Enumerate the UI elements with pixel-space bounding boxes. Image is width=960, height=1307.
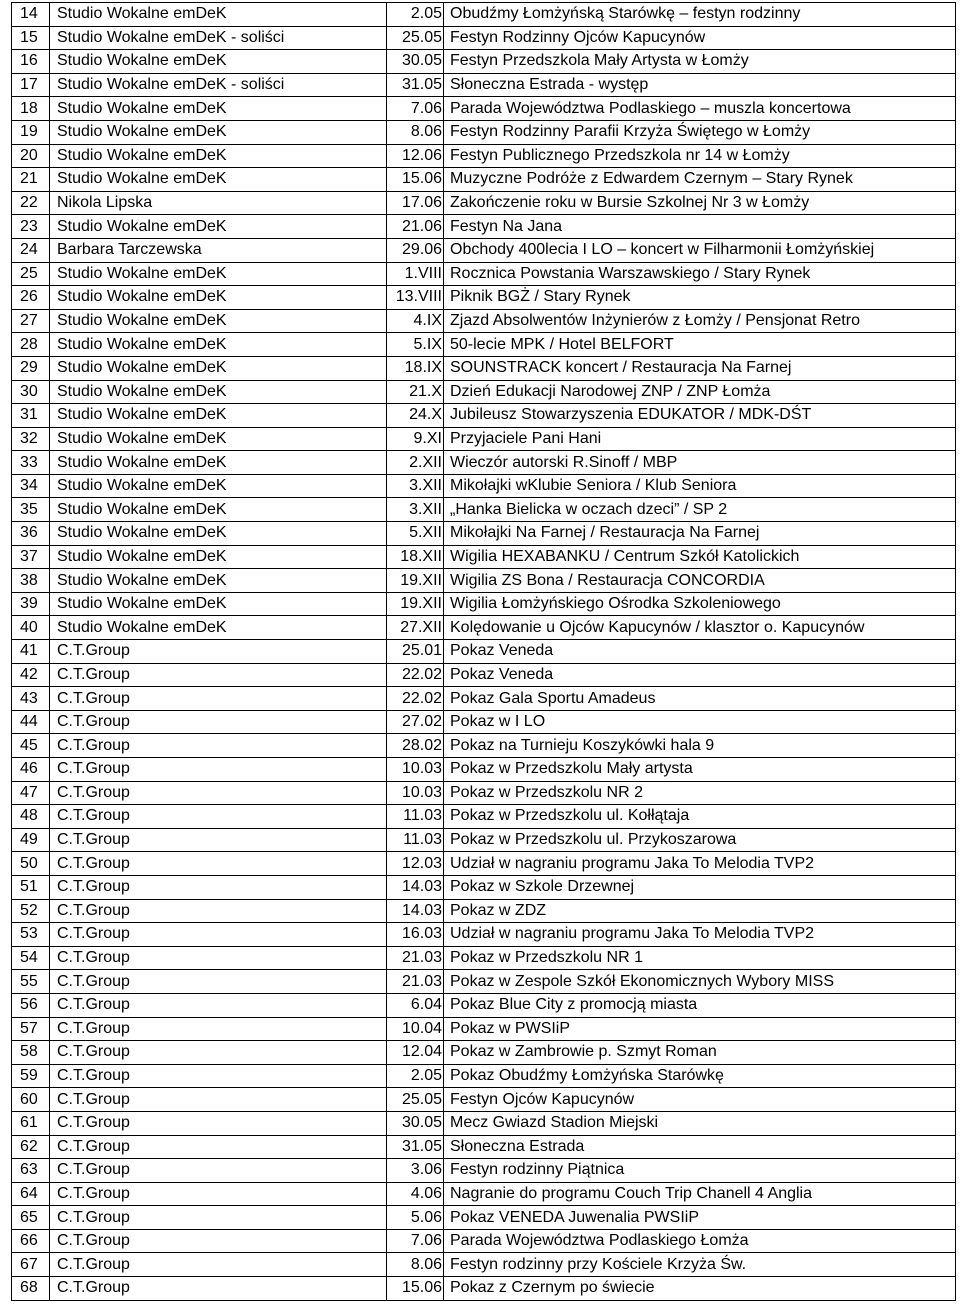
event-cell: Pokaz w I LO bbox=[444, 710, 956, 734]
date-cell: 3.XII bbox=[387, 474, 444, 498]
date-cell: 14.03 bbox=[387, 875, 444, 899]
table-row bbox=[12, 1229, 956, 1253]
performer-cell: Studio Wokalne emDeK bbox=[50, 498, 387, 522]
date-cell: 3.XII bbox=[387, 498, 444, 522]
event-cell: Udział w nagraniu programu Jaka To Melodia TVP2 bbox=[444, 923, 956, 947]
performer-cell: C.T.Group bbox=[50, 1088, 387, 1112]
row-number: 38 bbox=[12, 569, 50, 593]
date-cell: 5.IX bbox=[387, 333, 444, 357]
performer-cell: Studio Wokalne emDeK bbox=[50, 380, 387, 404]
table-row bbox=[12, 333, 956, 357]
event-cell: Dzień Edukacji Narodowej ZNP / ZNP Łomża bbox=[444, 380, 956, 404]
event-cell: Pokaz na Turnieju Koszykówki hala 9 bbox=[444, 734, 956, 758]
date-cell: 12.03 bbox=[387, 852, 444, 876]
performer-cell: C.T.Group bbox=[50, 970, 387, 994]
event-cell: SOUNSTRACK koncert / Restauracja Na Farnej bbox=[444, 356, 956, 380]
performer-cell: C.T.Group bbox=[50, 1159, 387, 1183]
event-cell: Festyn Przedszkola Mały Artysta w Łomży bbox=[444, 50, 956, 74]
date-cell: 10.03 bbox=[387, 781, 444, 805]
performer-cell: Studio Wokalne emDeK bbox=[50, 545, 387, 569]
row-number: 22 bbox=[12, 191, 50, 215]
table-row bbox=[12, 474, 956, 498]
performer-cell: C.T.Group bbox=[50, 1041, 387, 1065]
event-cell: Mikołajki wKlubie Seniora / Klub Seniora bbox=[444, 474, 956, 498]
performer-cell: C.T.Group bbox=[50, 946, 387, 970]
row-number: 66 bbox=[12, 1229, 50, 1253]
row-number: 60 bbox=[12, 1088, 50, 1112]
performer-cell: Studio Wokalne emDeK - soliści bbox=[50, 26, 387, 50]
date-cell: 18.IX bbox=[387, 356, 444, 380]
event-cell: Przyjaciele Pani Hani bbox=[444, 427, 956, 451]
row-number: 59 bbox=[12, 1064, 50, 1088]
event-cell: Pokaz w Przedszkolu Mały artysta bbox=[444, 758, 956, 782]
performer-cell: Studio Wokalne emDeK bbox=[50, 592, 387, 616]
performer-cell: Studio Wokalne emDeK bbox=[50, 144, 387, 168]
event-cell: Mikołajki Na Farnej / Restauracja Na Farnej bbox=[444, 522, 956, 546]
row-number: 40 bbox=[12, 616, 50, 640]
date-cell: 25.01 bbox=[387, 640, 444, 664]
row-number: 34 bbox=[12, 474, 50, 498]
performer-cell: Barbara Tarczewska bbox=[50, 238, 387, 262]
performer-cell: Nikola Lipska bbox=[50, 191, 387, 215]
event-cell: Festyn Rodzinny Ojców Kapucynów bbox=[444, 26, 956, 50]
performer-cell: C.T.Group bbox=[50, 1229, 387, 1253]
row-number: 62 bbox=[12, 1135, 50, 1159]
performer-cell: C.T.Group bbox=[50, 640, 387, 664]
date-cell: 15.06 bbox=[387, 1277, 444, 1301]
event-cell: Festyn Publicznego Przedszkola nr 14 w Łomży bbox=[444, 144, 956, 168]
event-cell: Festyn rodzinny przy Kościele Krzyża Św. bbox=[444, 1253, 956, 1277]
performer-cell: C.T.Group bbox=[50, 993, 387, 1017]
date-cell: 17.06 bbox=[387, 191, 444, 215]
date-cell: 1.VIII bbox=[387, 262, 444, 286]
date-cell: 4.IX bbox=[387, 309, 444, 333]
performer-cell: Studio Wokalne emDeK bbox=[50, 404, 387, 428]
row-number: 45 bbox=[12, 734, 50, 758]
date-cell: 21.X bbox=[387, 380, 444, 404]
table-row bbox=[12, 168, 956, 192]
table-row bbox=[12, 852, 956, 876]
performer-cell: C.T.Group bbox=[50, 1182, 387, 1206]
table-row bbox=[12, 120, 956, 144]
row-number: 33 bbox=[12, 451, 50, 475]
row-number: 65 bbox=[12, 1206, 50, 1230]
row-number: 52 bbox=[12, 899, 50, 923]
event-cell: „Hanka Bielicka w oczach dzeci” / SP 2 bbox=[444, 498, 956, 522]
event-cell: Pokaz Obudźmy Łomżyńska Starówkę bbox=[444, 1064, 956, 1088]
performer-cell: C.T.Group bbox=[50, 1277, 387, 1301]
table-row bbox=[12, 616, 956, 640]
date-cell: 8.06 bbox=[387, 120, 444, 144]
events-table bbox=[11, 2, 956, 1301]
event-cell: Pokaz Blue City z promocją miasta bbox=[444, 993, 956, 1017]
event-cell: Muzyczne Podróże z Edwardem Czernym – Stary Rynek bbox=[444, 168, 956, 192]
event-cell: Pokaz Gala Sportu Amadeus bbox=[444, 687, 956, 711]
table-row bbox=[12, 498, 956, 522]
table-row bbox=[12, 286, 956, 310]
table-row bbox=[12, 1253, 956, 1277]
row-number: 57 bbox=[12, 1017, 50, 1041]
row-number: 14 bbox=[12, 3, 50, 27]
performer-cell: C.T.Group bbox=[50, 710, 387, 734]
row-number: 48 bbox=[12, 805, 50, 829]
row-number: 43 bbox=[12, 687, 50, 711]
performer-cell: C.T.Group bbox=[50, 781, 387, 805]
performer-cell: C.T.Group bbox=[50, 1064, 387, 1088]
table-row bbox=[12, 828, 956, 852]
date-cell: 2.05 bbox=[387, 1064, 444, 1088]
event-cell: Pokaz w Przedszkolu NR 2 bbox=[444, 781, 956, 805]
date-cell: 4.06 bbox=[387, 1182, 444, 1206]
table-row bbox=[12, 1111, 956, 1135]
date-cell: 13.VIII bbox=[387, 286, 444, 310]
event-cell: Rocznica Powstania Warszawskiego / Stary Rynek bbox=[444, 262, 956, 286]
row-number: 51 bbox=[12, 875, 50, 899]
date-cell: 3.06 bbox=[387, 1159, 444, 1183]
date-cell: 21.06 bbox=[387, 215, 444, 239]
row-number: 58 bbox=[12, 1041, 50, 1065]
table-row bbox=[12, 781, 956, 805]
event-cell: Nagranie do programu Couch Trip Chanell 4 Anglia bbox=[444, 1182, 956, 1206]
event-cell: Wigilia Łomżyńskiego Ośrodka Szkoleniowego bbox=[444, 592, 956, 616]
date-cell: 21.03 bbox=[387, 946, 444, 970]
row-number: 55 bbox=[12, 970, 50, 994]
date-cell: 9.XI bbox=[387, 427, 444, 451]
event-cell: Pokaz Veneda bbox=[444, 663, 956, 687]
table-row bbox=[12, 380, 956, 404]
event-cell: Kolędowanie u Ojców Kapucynów / klasztor o. Kapucynów bbox=[444, 616, 956, 640]
table-row bbox=[12, 1135, 956, 1159]
row-number: 42 bbox=[12, 663, 50, 687]
table-row bbox=[12, 309, 956, 333]
table-row bbox=[12, 191, 956, 215]
performer-cell: Studio Wokalne emDeK bbox=[50, 262, 387, 286]
row-number: 17 bbox=[12, 73, 50, 97]
date-cell: 25.05 bbox=[387, 1088, 444, 1112]
performer-cell: C.T.Group bbox=[50, 923, 387, 947]
table-row bbox=[12, 687, 956, 711]
table-row bbox=[12, 262, 956, 286]
event-cell: Festyn rodzinny Piątnica bbox=[444, 1159, 956, 1183]
event-cell: Obchody 400lecia I LO – koncert w Filharmonii Łomżyńskiej bbox=[444, 238, 956, 262]
performer-cell: Studio Wokalne emDeK bbox=[50, 97, 387, 121]
table-row bbox=[12, 1041, 956, 1065]
row-number: 49 bbox=[12, 828, 50, 852]
row-number: 19 bbox=[12, 120, 50, 144]
date-cell: 28.02 bbox=[387, 734, 444, 758]
date-cell: 31.05 bbox=[387, 73, 444, 97]
date-cell: 24.X bbox=[387, 404, 444, 428]
performer-cell: C.T.Group bbox=[50, 1206, 387, 1230]
event-cell: Pokaz z Czernym po świecie bbox=[444, 1277, 956, 1301]
date-cell: 29.06 bbox=[387, 238, 444, 262]
event-cell: Festyn Rodzinny Parafii Krzyża Świętego w Łomży bbox=[444, 120, 956, 144]
performer-cell: C.T.Group bbox=[50, 687, 387, 711]
performer-cell: Studio Wokalne emDeK bbox=[50, 3, 387, 27]
table-row bbox=[12, 97, 956, 121]
event-cell: Pokaz w Szkole Drzewnej bbox=[444, 875, 956, 899]
date-cell: 16.03 bbox=[387, 923, 444, 947]
date-cell: 12.04 bbox=[387, 1041, 444, 1065]
table-row bbox=[12, 238, 956, 262]
table-row bbox=[12, 26, 956, 50]
event-cell: 50-lecie MPK / Hotel BELFORT bbox=[444, 333, 956, 357]
date-cell: 10.04 bbox=[387, 1017, 444, 1041]
performer-cell: Studio Wokalne emDeK bbox=[50, 427, 387, 451]
row-number: 25 bbox=[12, 262, 50, 286]
row-number: 15 bbox=[12, 26, 50, 50]
event-cell: Parada Województwa Podlaskiego – muszla koncertowa bbox=[444, 97, 956, 121]
date-cell: 30.05 bbox=[387, 50, 444, 74]
date-cell: 12.06 bbox=[387, 144, 444, 168]
date-cell: 14.03 bbox=[387, 899, 444, 923]
event-cell: Wieczór autorski R.Sinoff / MBP bbox=[444, 451, 956, 475]
date-cell: 11.03 bbox=[387, 805, 444, 829]
table-row bbox=[12, 569, 956, 593]
performer-cell: C.T.Group bbox=[50, 734, 387, 758]
performer-cell: Studio Wokalne emDeK bbox=[50, 474, 387, 498]
row-number: 53 bbox=[12, 923, 50, 947]
event-cell: Pokaz w Przedszkolu ul. Kołłątaja bbox=[444, 805, 956, 829]
performer-cell: C.T.Group bbox=[50, 1017, 387, 1041]
event-cell: Pokaz w Zambrowie p. Szmyt Roman bbox=[444, 1041, 956, 1065]
row-number: 23 bbox=[12, 215, 50, 239]
row-number: 54 bbox=[12, 946, 50, 970]
date-cell: 7.06 bbox=[387, 1229, 444, 1253]
row-number: 32 bbox=[12, 427, 50, 451]
table-row bbox=[12, 545, 956, 569]
event-cell: Obudźmy Łomżyńską Starówkę – festyn rodzinny bbox=[444, 3, 956, 27]
row-number: 27 bbox=[12, 309, 50, 333]
row-number: 67 bbox=[12, 1253, 50, 1277]
table-row bbox=[12, 451, 956, 475]
event-cell: Słoneczna Estrada bbox=[444, 1135, 956, 1159]
date-cell: 5.XII bbox=[387, 522, 444, 546]
performer-cell: Studio Wokalne emDeK bbox=[50, 309, 387, 333]
table-row bbox=[12, 923, 956, 947]
date-cell: 19.XII bbox=[387, 569, 444, 593]
date-cell: 22.02 bbox=[387, 687, 444, 711]
event-cell: Pokaz w PWSIiP bbox=[444, 1017, 956, 1041]
table-row bbox=[12, 427, 956, 451]
event-cell: Piknik BGŻ / Stary Rynek bbox=[444, 286, 956, 310]
performer-cell: Studio Wokalne emDeK bbox=[50, 286, 387, 310]
row-number: 63 bbox=[12, 1159, 50, 1183]
performer-cell: Studio Wokalne emDeK bbox=[50, 616, 387, 640]
row-number: 37 bbox=[12, 545, 50, 569]
performer-cell: Studio Wokalne emDeK bbox=[50, 333, 387, 357]
performer-cell: C.T.Group bbox=[50, 758, 387, 782]
row-number: 30 bbox=[12, 380, 50, 404]
date-cell: 27.02 bbox=[387, 710, 444, 734]
row-number: 56 bbox=[12, 993, 50, 1017]
event-cell: Udział w nagraniu programu Jaka To Melodia TVP2 bbox=[444, 852, 956, 876]
event-cell: Pokaz w Przedszkolu ul. Przykoszarowa bbox=[444, 828, 956, 852]
event-cell: Pokaz w Zespole Szkół Ekonomicznych Wybory MISS bbox=[444, 970, 956, 994]
date-cell: 22.02 bbox=[387, 663, 444, 687]
performer-cell: Studio Wokalne emDeK bbox=[50, 569, 387, 593]
row-number: 31 bbox=[12, 404, 50, 428]
date-cell: 25.05 bbox=[387, 26, 444, 50]
row-number: 50 bbox=[12, 852, 50, 876]
row-number: 61 bbox=[12, 1111, 50, 1135]
table-row bbox=[12, 970, 956, 994]
performer-cell: C.T.Group bbox=[50, 1111, 387, 1135]
table-row bbox=[12, 899, 956, 923]
table-row bbox=[12, 758, 956, 782]
table-row bbox=[12, 1088, 956, 1112]
row-number: 29 bbox=[12, 356, 50, 380]
event-cell: Pokaz w Przedszkolu NR 1 bbox=[444, 946, 956, 970]
event-cell: Parada Województwa Podlaskiego Łomża bbox=[444, 1229, 956, 1253]
event-cell: Jubileusz Stowarzyszenia EDUKATOR / MDK-DŚT bbox=[444, 404, 956, 428]
table-row bbox=[12, 1182, 956, 1206]
date-cell: 6.04 bbox=[387, 993, 444, 1017]
event-cell: Wigilia HEXABANKU / Centrum Szkół Katolickich bbox=[444, 545, 956, 569]
event-cell: Pokaz w ZDZ bbox=[444, 899, 956, 923]
performer-cell: C.T.Group bbox=[50, 663, 387, 687]
table-row bbox=[12, 946, 956, 970]
events-table-body bbox=[12, 3, 956, 1301]
table-row bbox=[12, 50, 956, 74]
date-cell: 10.03 bbox=[387, 758, 444, 782]
row-number: 41 bbox=[12, 640, 50, 664]
table-row bbox=[12, 1064, 956, 1088]
table-row bbox=[12, 144, 956, 168]
event-cell: Zjazd Absolwentów Inżynierów z Łomży / Pensjonat Retro bbox=[444, 309, 956, 333]
performer-cell: C.T.Group bbox=[50, 875, 387, 899]
date-cell: 7.06 bbox=[387, 97, 444, 121]
table-row bbox=[12, 1159, 956, 1183]
event-cell: Słoneczna Estrada - występ bbox=[444, 73, 956, 97]
date-cell: 30.05 bbox=[387, 1111, 444, 1135]
performer-cell: Studio Wokalne emDeK bbox=[50, 168, 387, 192]
performer-cell: Studio Wokalne emDeK bbox=[50, 50, 387, 74]
event-cell: Mecz Gwiazd Stadion Miejski bbox=[444, 1111, 956, 1135]
date-cell: 15.06 bbox=[387, 168, 444, 192]
date-cell: 21.03 bbox=[387, 970, 444, 994]
performer-cell: C.T.Group bbox=[50, 899, 387, 923]
date-cell: 11.03 bbox=[387, 828, 444, 852]
table-row bbox=[12, 215, 956, 239]
row-number: 21 bbox=[12, 168, 50, 192]
performer-cell: C.T.Group bbox=[50, 828, 387, 852]
table-row bbox=[12, 1277, 956, 1301]
table-row bbox=[12, 710, 956, 734]
date-cell: 27.XII bbox=[387, 616, 444, 640]
table-row bbox=[12, 404, 956, 428]
performer-cell: C.T.Group bbox=[50, 1253, 387, 1277]
event-cell: Festyn Na Jana bbox=[444, 215, 956, 239]
table-row bbox=[12, 993, 956, 1017]
table-row bbox=[12, 875, 956, 899]
event-cell: Festyn Ojców Kapucynów bbox=[444, 1088, 956, 1112]
row-number: 68 bbox=[12, 1277, 50, 1301]
date-cell: 19.XII bbox=[387, 592, 444, 616]
table-row bbox=[12, 1017, 956, 1041]
date-cell: 31.05 bbox=[387, 1135, 444, 1159]
row-number: 28 bbox=[12, 333, 50, 357]
table-row bbox=[12, 640, 956, 664]
date-cell: 2.05 bbox=[387, 3, 444, 27]
performer-cell: Studio Wokalne emDeK bbox=[50, 356, 387, 380]
table-row bbox=[12, 73, 956, 97]
event-cell: Zakończenie roku w Bursie Szkolnej Nr 3 w Łomży bbox=[444, 191, 956, 215]
table-row bbox=[12, 1206, 956, 1230]
row-number: 20 bbox=[12, 144, 50, 168]
performer-cell: Studio Wokalne emDeK - soliści bbox=[50, 73, 387, 97]
table-row bbox=[12, 734, 956, 758]
table-row bbox=[12, 356, 956, 380]
row-number: 35 bbox=[12, 498, 50, 522]
performer-cell: C.T.Group bbox=[50, 1135, 387, 1159]
row-number: 36 bbox=[12, 522, 50, 546]
row-number: 47 bbox=[12, 781, 50, 805]
event-cell: Pokaz Veneda bbox=[444, 640, 956, 664]
event-cell: Pokaz VENEDA Juwenalia PWSIiP bbox=[444, 1206, 956, 1230]
date-cell: 2.XII bbox=[387, 451, 444, 475]
table-row bbox=[12, 3, 956, 27]
row-number: 16 bbox=[12, 50, 50, 74]
performer-cell: C.T.Group bbox=[50, 852, 387, 876]
table-row bbox=[12, 805, 956, 829]
event-cell: Wigilia ZS Bona / Restauracja CONCORDIA bbox=[444, 569, 956, 593]
performer-cell: C.T.Group bbox=[50, 805, 387, 829]
performer-cell: Studio Wokalne emDeK bbox=[50, 522, 387, 546]
table-row bbox=[12, 522, 956, 546]
row-number: 39 bbox=[12, 592, 50, 616]
performer-cell: Studio Wokalne emDeK bbox=[50, 120, 387, 144]
row-number: 26 bbox=[12, 286, 50, 310]
date-cell: 5.06 bbox=[387, 1206, 444, 1230]
performer-cell: Studio Wokalne emDeK bbox=[50, 215, 387, 239]
row-number: 46 bbox=[12, 758, 50, 782]
table-row bbox=[12, 663, 956, 687]
row-number: 44 bbox=[12, 710, 50, 734]
row-number: 18 bbox=[12, 97, 50, 121]
table-row bbox=[12, 592, 956, 616]
performer-cell: Studio Wokalne emDeK bbox=[50, 451, 387, 475]
date-cell: 18.XII bbox=[387, 545, 444, 569]
row-number: 24 bbox=[12, 238, 50, 262]
row-number: 64 bbox=[12, 1182, 50, 1206]
date-cell: 8.06 bbox=[387, 1253, 444, 1277]
